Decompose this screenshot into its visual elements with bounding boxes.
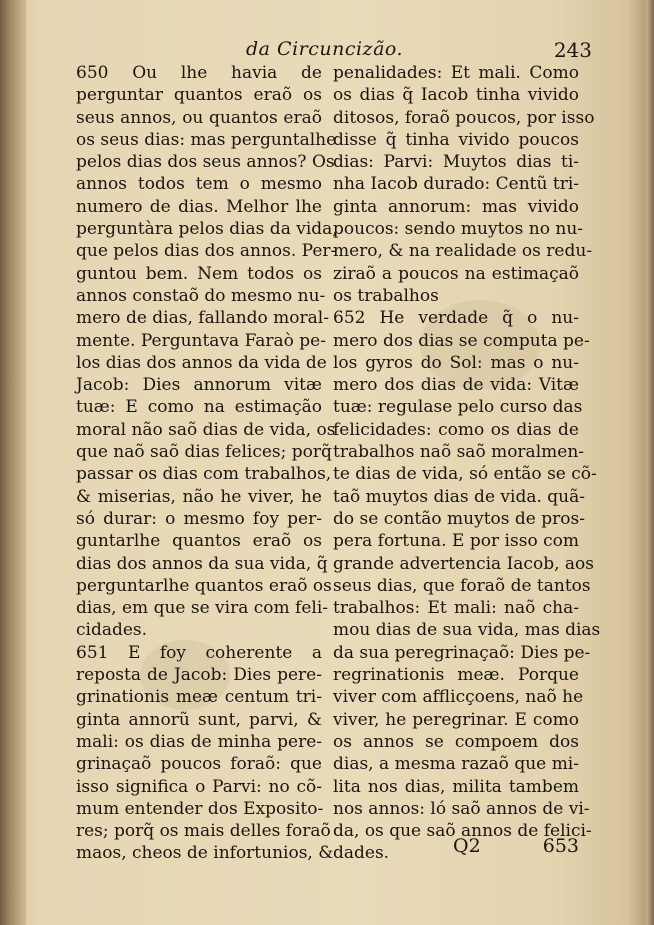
text-line: dias, a mesma razaõ que mi-: [333, 754, 579, 775]
book-spine-shadow: [0, 0, 26, 925]
text-line: trabalhos: Et mali: naõ cha-: [333, 598, 579, 619]
text-line: dias dos annos da sua vida, q̃: [76, 553, 328, 574]
page-edge: [646, 0, 654, 925]
text-line: só durar: o mesmo foy per-: [76, 508, 322, 529]
text-line: ziraõ a poucos na estimaçaõ: [333, 263, 579, 284]
running-title: da Circuncizão.: [246, 38, 404, 60]
text-line: pera fortuna. E por isso com: [333, 531, 579, 552]
text-line: seus dias, que foraõ de tantos: [333, 575, 591, 596]
text-line: que pelos dias dos annos. Per-: [76, 241, 337, 262]
text-line: dias, em que se vira com feli-: [76, 598, 329, 619]
text-line: & miserias, não he viver, he: [76, 486, 322, 507]
text-line: dades.: [333, 843, 390, 864]
text-line: annos constaõ do mesmo nu-: [76, 285, 326, 306]
text-line: annos todos tem o mesmo: [76, 174, 322, 195]
text-line: trabalhos naõ saõ moralmen-: [333, 442, 585, 463]
text-line: los gyros do Sol: mas o nu-: [333, 352, 579, 373]
text-line: poucos: sendo muytos no nu-: [333, 219, 584, 240]
text-line: mente. Perguntava Faraò pe-: [76, 330, 326, 351]
text-line: 650 Ou lhe havia de: [76, 63, 322, 83]
catchword: 653: [542, 835, 579, 857]
text-line: da sua peregrinaçaõ: Dies pe-: [333, 642, 591, 663]
page-footer: [333, 835, 579, 867]
text-line: guntarlhe quantos eraõ os: [76, 531, 322, 552]
text-line: Jacob: Dies annorum vitæ: [76, 375, 322, 396]
text-line: viver com afflicçoens, naõ he: [333, 687, 584, 708]
text-line: grinaçaõ poucos foraõ: que: [76, 754, 322, 775]
signature-mark: Q2: [453, 835, 481, 857]
text-line: grinationis meæ centum tri-: [76, 687, 322, 708]
text-line: numero de dias. Melhor lhe: [76, 196, 322, 217]
text-line: perguntar quantos eraõ os: [76, 85, 322, 106]
text-line: dias: Parvi: Muytos dias ti-: [333, 152, 579, 173]
text-line: os annos se compoem dos: [333, 731, 579, 752]
text-line: 651 E foy coherente a: [76, 642, 322, 663]
text-line: ditosos, foraõ poucos, por isso: [333, 107, 595, 128]
text-line: os dias q̃ Iacob tinha vivido: [333, 85, 579, 106]
text-line: tuæ: E como na estimação: [76, 397, 322, 418]
text-line: ginta annorũ sunt, parvi, &: [76, 709, 322, 730]
text-line: mou dias de sua vida, mas dias: [333, 620, 601, 641]
text-line: perguntarlhe quantos eraõ os: [76, 575, 332, 596]
text-line: disse q̃ tinha vivido poucos: [333, 129, 579, 150]
text-line: mero de dias, fallando moral-: [76, 308, 329, 329]
text-line: os trabalhos: [333, 285, 439, 306]
text-line: mali: os dias de minha pere-: [76, 731, 322, 752]
text-line: tuæ: regulase pelo curso das: [333, 397, 583, 418]
text-line: mero dos dias de vida: Vitæ: [333, 375, 579, 396]
text-line: passar os dias com trabalhos,: [76, 464, 332, 485]
text-line: felicidades: como os dias de: [333, 419, 579, 440]
text-line: grande advertencia Iacob, aos: [333, 553, 594, 574]
text-line: do se contão muytos de pros-: [333, 508, 585, 529]
text-line: moral não saõ dias de vida, os: [76, 419, 336, 440]
text-line: nos annos: ló saõ annos de vi-: [333, 798, 590, 819]
text-line: los dias dos annos da vida de: [76, 352, 327, 373]
text-line: te dias de vida, só então se cõ-: [333, 464, 597, 485]
text-line: taõ muytos dias de vida. quã-: [333, 486, 585, 507]
text-line: cidades.: [76, 620, 148, 641]
text-line: reposta de Jacob: Dies pere-: [76, 665, 322, 686]
text-line: mero dos dias se computa pe-: [333, 330, 590, 351]
text-line: regrinationis meæ. Porque: [333, 665, 579, 686]
text-line: que naõ saõ dias felices; porq̃: [76, 442, 332, 463]
text-line: res; porq̃ os mais delles foraõ: [76, 821, 331, 842]
text-line: maos, cheos de infortunios, &: [76, 843, 334, 864]
text-line: lita nos dias, milita tambem: [333, 776, 579, 797]
text-line: guntou bem. Nem todos os: [76, 263, 322, 284]
text-line: ginta annorum: mas vivido: [333, 196, 579, 217]
text-line: perguntàra pelos dias da vida,: [76, 219, 338, 240]
text-line: da, os que saõ annos de felici-: [333, 821, 592, 842]
page-number: 243: [553, 38, 592, 62]
left-text-column: [76, 62, 338, 865]
text-line: 652 He verdade q̃ o nu-: [333, 308, 579, 329]
text-line: isso significa o Parvi: no cõ-: [76, 776, 322, 797]
text-line: mero, & na realidade os redu-: [333, 241, 593, 262]
text-line: pelos dias dos seus annos? Os: [76, 152, 335, 173]
text-line: mum entender dos Exposito-: [76, 798, 324, 819]
text-line: viver, he peregrinar. E como: [333, 709, 579, 730]
text-line: penalidades: Et mali. Como: [333, 63, 579, 83]
right-text-column: [333, 62, 601, 865]
text-line: nha Iacob durado: Centũ tri-: [333, 174, 580, 195]
text-line: os seus dias: mas perguntalhe: [76, 129, 337, 150]
text-line: seus annos, ou quantos eraõ: [76, 107, 322, 128]
